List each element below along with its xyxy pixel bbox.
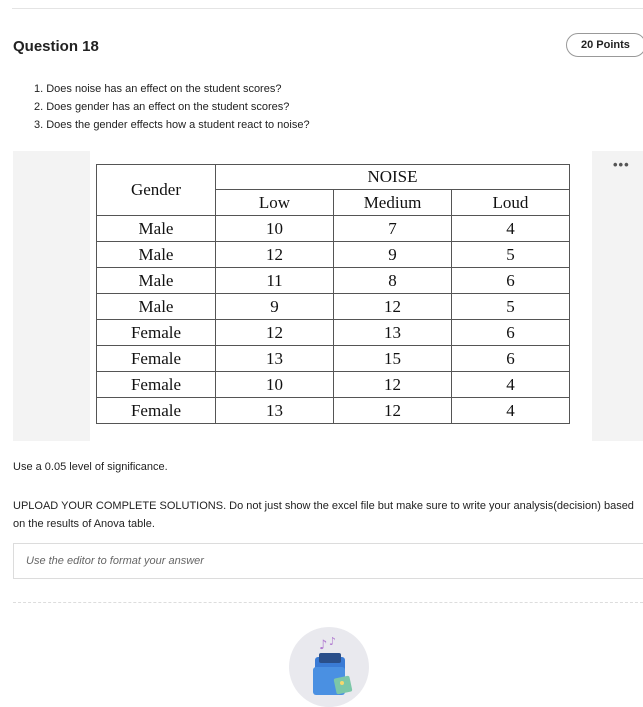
loud-cell: 6: [452, 268, 570, 294]
low-cell: 12: [216, 242, 334, 268]
low-cell: 12: [216, 320, 334, 346]
level-header-medium: Medium: [334, 190, 452, 216]
gender-cell: Male: [97, 294, 216, 320]
medium-cell: 8: [334, 268, 452, 294]
points-badge: 20 Points: [566, 33, 643, 57]
loud-cell: 5: [452, 294, 570, 320]
loud-cell: 4: [452, 216, 570, 242]
upload-folder-illustration[interactable]: [289, 627, 369, 707]
question-item: 1. Does noise has an effect on the student scores?: [34, 83, 282, 95]
question-item: 3. Does the gender effects how a student react to noise?: [34, 119, 310, 131]
loud-cell: 6: [452, 346, 570, 372]
gender-cell: Male: [97, 268, 216, 294]
gender-cell: Female: [97, 346, 216, 372]
question-item: 2. Does gender has an effect on the student scores?: [34, 101, 290, 113]
gender-cell: Female: [97, 372, 216, 398]
significance-text: Use a 0.05 level of significance.: [13, 461, 168, 473]
more-horizontal-icon[interactable]: •••: [613, 157, 630, 172]
medium-cell: 7: [334, 216, 452, 242]
medium-cell: 15: [334, 346, 452, 372]
gender-cell: Male: [97, 242, 216, 268]
question-list: [34, 80, 310, 134]
question-title: Question 18: [13, 38, 99, 55]
table-row: [97, 372, 570, 398]
table-row: [97, 320, 570, 346]
low-cell: 9: [216, 294, 334, 320]
svg-text:♪: ♪: [329, 635, 337, 648]
answer-placeholder: Use the editor to format your answer: [26, 555, 204, 567]
data-table: [96, 164, 570, 424]
level-header-low: Low: [216, 190, 334, 216]
top-divider: [12, 8, 643, 9]
loud-cell: 4: [452, 372, 570, 398]
table-row: [97, 242, 570, 268]
medium-cell: 9: [334, 242, 452, 268]
upload-folder-icon: [289, 627, 369, 707]
noise-header: NOISE: [216, 165, 570, 190]
svg-text:♪: ♪: [319, 638, 328, 653]
medium-cell: 12: [334, 294, 452, 320]
table-row: [97, 294, 570, 320]
loud-cell: 6: [452, 320, 570, 346]
low-cell: 13: [216, 346, 334, 372]
low-cell: 13: [216, 398, 334, 424]
table-row: [97, 216, 570, 242]
instructions-text: UPLOAD YOUR COMPLETE SOLUTIONS. Do not just show the excel file but make sure to write your analysis(decision) based on the results of Anova table.: [13, 500, 634, 530]
medium-cell: 12: [334, 398, 452, 424]
low-cell: 10: [216, 216, 334, 242]
table-row: [97, 268, 570, 294]
medium-cell: 12: [334, 372, 452, 398]
low-cell: 10: [216, 372, 334, 398]
low-cell: 11: [216, 268, 334, 294]
answer-editor[interactable]: [13, 543, 643, 579]
gender-cell: Female: [97, 320, 216, 346]
medium-cell: 13: [334, 320, 452, 346]
dashed-divider: [13, 602, 643, 603]
table-row: [97, 346, 570, 372]
loud-cell: 5: [452, 242, 570, 268]
loud-cell: 4: [452, 398, 570, 424]
gender-header: Gender: [97, 165, 216, 216]
gender-cell: Male: [97, 216, 216, 242]
level-header-loud: Loud: [452, 190, 570, 216]
gender-cell: Female: [97, 398, 216, 424]
table-row: [97, 398, 570, 424]
